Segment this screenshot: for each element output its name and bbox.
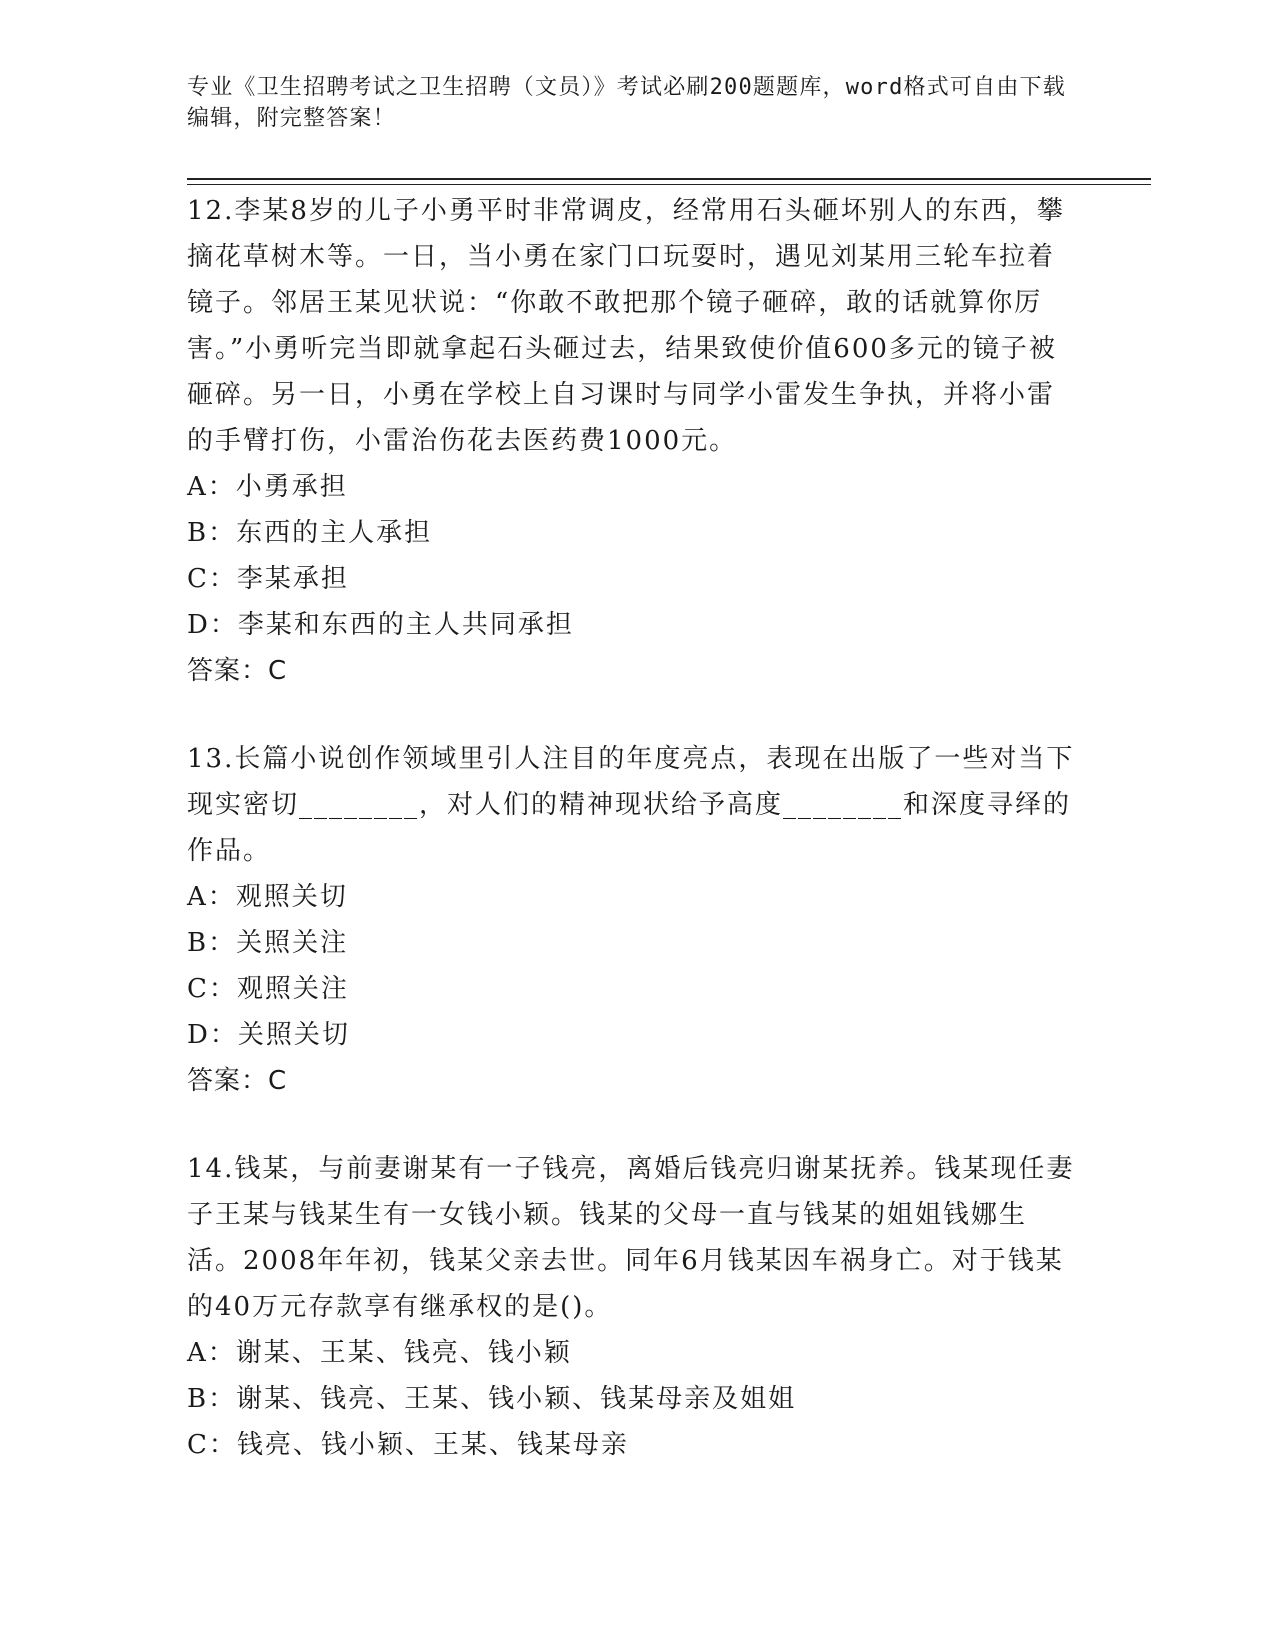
header-divider-thin	[187, 184, 1151, 185]
question-stem: 13.长篇小说创作领域里引人注目的年度亮点，表现在出版了一些对当下现实密切________，对人们的精神现状给予高度________和深度寻绎的作品。	[187, 744, 1075, 866]
option-c: C：李某承担	[187, 564, 349, 594]
question-14	[187, 1146, 1077, 1468]
option-c: C：观照关注	[187, 974, 349, 1004]
question-stem: 12.李某8岁的儿子小勇平时非常调皮，经常用石头砸坏别人的东西，攀摘花草树木等。一日，当小勇在家门口玩耍时，遇见刘某用三轮车拉着镜子。邻居王某见状说：“你敢不敢把那个镜子砸碎，敢的话就算你厉害。”小勇听完当即就拿起石头砸过去，结果致使价值600多元的镜子被砸碎。另一日，小勇在学校上自习课时与同学小雷发生争执，并将小雷的手臂打伤，小雷治伤花去医药费1000元。	[187, 196, 1065, 456]
option-a: A：谢某、王某、钱亮、钱小颖	[187, 1338, 572, 1368]
answer-line: 答案：C	[187, 1066, 288, 1096]
option-d: D：李某和东西的主人共同承担	[187, 610, 574, 640]
document-header: 专业《卫生招聘考试之卫生招聘（文员）》考试必刷200题题库，word格式可自由下载编辑，附完整答案！	[187, 75, 1066, 131]
option-b: B：东西的主人承担	[187, 518, 433, 548]
option-a: A：观照关切	[187, 882, 348, 912]
option-c: C：钱亮、钱小颖、王某、钱某母亲	[187, 1430, 629, 1460]
answer-line: 答案：C	[187, 656, 288, 686]
option-a: A：小勇承担	[187, 472, 348, 502]
question-stem: 14.钱某，与前妻谢某有一子钱亮，离婚后钱亮归谢某抚养。钱某现任妻子王某与钱某生有一女钱小颖。钱某的父母一直与钱某的姐姐钱娜生活。2008年年初，钱某父亲去世。同年6月钱某因车祸身亡。对于钱某的40万元存款享有继承权的是()。	[187, 1154, 1075, 1322]
question-12	[187, 188, 1077, 694]
question-list	[187, 188, 1077, 1510]
question-13	[187, 736, 1077, 1104]
option-b: B：关照关注	[187, 928, 349, 958]
option-b: B：谢某、钱亮、王某、钱小颖、钱某母亲及姐姐	[187, 1384, 797, 1414]
header-divider-thick	[187, 178, 1151, 180]
option-d: D：关照关切	[187, 1020, 350, 1050]
